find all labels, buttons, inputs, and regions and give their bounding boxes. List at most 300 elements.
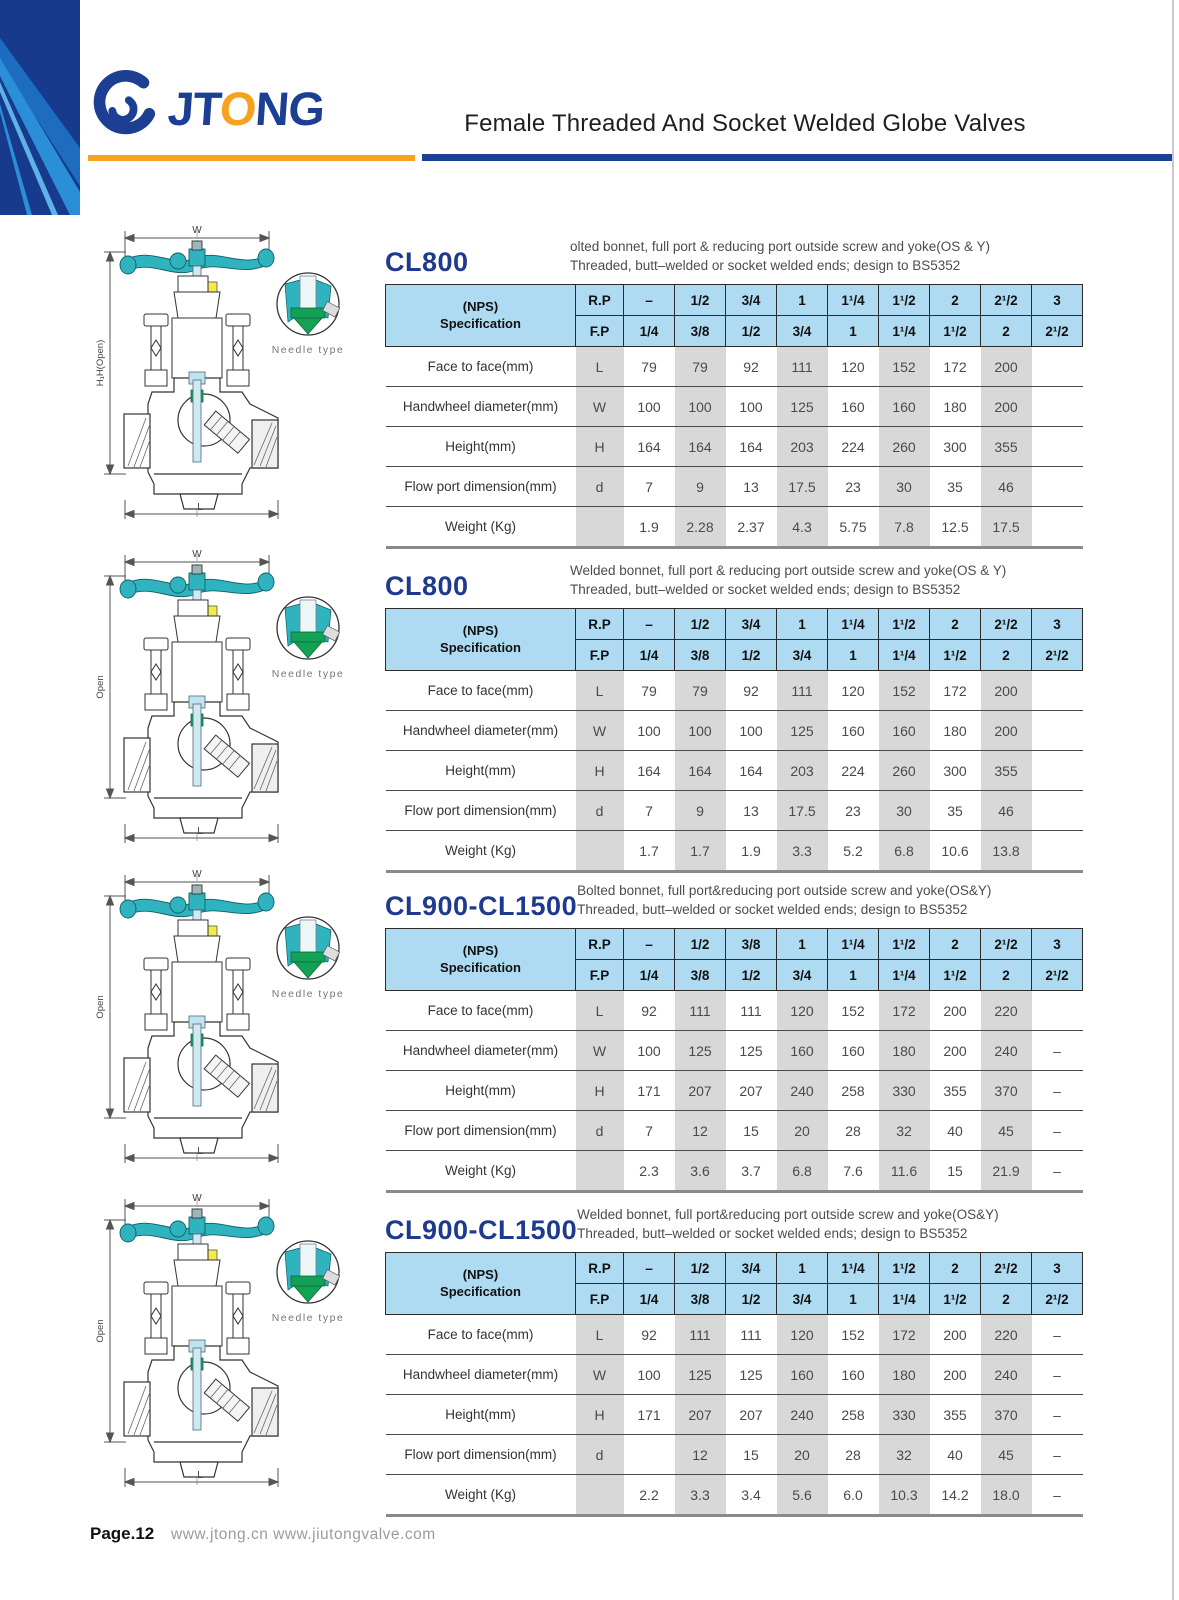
size-header-cell: 1¹/4 <box>828 1253 879 1284</box>
model-title: CL800 <box>385 571 469 601</box>
value-cell: 125 <box>726 1031 777 1071</box>
param-symbol <box>576 507 624 548</box>
param-symbol: d <box>576 1435 624 1475</box>
value-cell: 120 <box>828 671 879 711</box>
size-header-cell: 2¹/2 <box>1032 640 1083 671</box>
value-cell: 20 <box>777 1435 828 1475</box>
spec-header-cell <box>386 609 576 671</box>
brand-logo <box>88 68 324 148</box>
value-cell: 172 <box>879 1315 930 1355</box>
size-header-cell: 1¹/4 <box>879 316 930 347</box>
value-cell: 240 <box>777 1395 828 1435</box>
brand-letter: J <box>166 81 195 135</box>
param-symbol: W <box>576 711 624 751</box>
value-cell: 7 <box>624 467 675 507</box>
value-cell: 258 <box>828 1395 879 1435</box>
value-cell: 2.3 <box>624 1151 675 1192</box>
value-cell: 2.2 <box>624 1475 675 1516</box>
page-footer <box>90 1524 436 1544</box>
needle-caption: Needle type <box>271 1312 345 1324</box>
size-header-cell: 1¹/4 <box>879 640 930 671</box>
value-cell: 160 <box>879 387 930 427</box>
table-row <box>386 711 1083 751</box>
value-cell: 207 <box>675 1395 726 1435</box>
value-cell: 28 <box>828 1111 879 1151</box>
value-cell: 200 <box>981 711 1032 751</box>
value-cell: 355 <box>930 1395 981 1435</box>
section-description <box>570 561 1082 600</box>
fp-label-cell: F.P <box>576 640 624 671</box>
needle-inset <box>272 597 345 680</box>
param-symbol <box>576 1151 624 1192</box>
row-label: Height(mm) <box>386 1395 576 1435</box>
value-cell: 111 <box>675 1315 726 1355</box>
value-cell: 79 <box>624 347 675 387</box>
valve-diagram <box>92 546 347 853</box>
value-cell: – <box>1032 1435 1083 1475</box>
size-header-cell: 1¹/4 <box>879 960 930 991</box>
size-header-cell: 3 <box>1032 1253 1083 1284</box>
size-header-cell: 1¹/2 <box>879 1253 930 1284</box>
value-cell: 152 <box>828 1315 879 1355</box>
section-description <box>570 237 1082 276</box>
value-cell: 160 <box>828 711 879 751</box>
value-cell: 9 <box>675 791 726 831</box>
value-cell: 13.8 <box>981 831 1032 872</box>
value-cell: 330 <box>879 1071 930 1111</box>
fp-label-cell: F.P <box>576 316 624 347</box>
value-cell <box>1032 427 1083 467</box>
value-cell: 100 <box>675 387 726 427</box>
value-cell: 3.7 <box>726 1151 777 1192</box>
size-header-cell: 1 <box>777 285 828 316</box>
table-body <box>386 671 1083 872</box>
size-header-cell: 3/8 <box>675 316 726 347</box>
value-cell: 12 <box>675 1111 726 1151</box>
stem-lower <box>193 1024 201 1106</box>
table-header-row <box>386 1253 1083 1284</box>
table-row <box>386 1071 1083 1111</box>
row-label: Height(mm) <box>386 1071 576 1111</box>
row-label: Weight (Kg) <box>386 1475 576 1516</box>
value-cell: 207 <box>675 1071 726 1111</box>
value-cell: 207 <box>726 1395 777 1435</box>
value-cell: 1.9 <box>726 831 777 872</box>
size-header-cell: 2 <box>930 929 981 960</box>
value-cell: 300 <box>930 751 981 791</box>
value-cell: 100 <box>624 1031 675 1071</box>
value-cell: 171 <box>624 1395 675 1435</box>
param-symbol: W <box>576 387 624 427</box>
spec-line-1: (NPS) <box>462 622 499 638</box>
size-header-cell: – <box>624 929 675 960</box>
description-line-1: Bolted bonnet, full port&reducing port outside screw and yoke(OS&Y) <box>577 882 992 898</box>
spec-line-2: Specification <box>440 315 521 331</box>
size-header-cell: 3/4 <box>726 609 777 640</box>
size-header-cell: 2¹/2 <box>981 1253 1032 1284</box>
size-header-cell: 3/8 <box>675 960 726 991</box>
row-label: Face to face(mm) <box>386 671 576 711</box>
size-header-cell: 1¹/2 <box>879 609 930 640</box>
value-cell: 260 <box>879 427 930 467</box>
value-cell: 35 <box>930 791 981 831</box>
value-cell: 172 <box>879 991 930 1031</box>
valve-diagram <box>92 866 347 1173</box>
value-cell: 3.3 <box>675 1475 726 1516</box>
needle-caption: Needle type <box>271 988 345 1000</box>
value-cell: 15 <box>726 1111 777 1151</box>
param-symbol: H <box>576 1395 624 1435</box>
dim-l-label: L <box>197 1146 203 1157</box>
size-header-cell: 1/2 <box>726 316 777 347</box>
value-cell: 240 <box>981 1355 1032 1395</box>
value-cell: 6.0 <box>828 1475 879 1516</box>
value-cell: 6.8 <box>879 831 930 872</box>
size-header-cell: 1 <box>828 1284 879 1315</box>
size-header-cell: 3/4 <box>726 1253 777 1284</box>
size-header-cell: 1¹/2 <box>879 929 930 960</box>
spec-table-block <box>385 228 1082 549</box>
dim-l-label: L <box>197 826 203 837</box>
size-header-cell: 1/2 <box>726 640 777 671</box>
value-cell: 125 <box>675 1355 726 1395</box>
spec-line-1: (NPS) <box>462 942 499 958</box>
table-header-row <box>386 285 1083 316</box>
value-cell: 13 <box>726 467 777 507</box>
param-symbol: d <box>576 791 624 831</box>
dimension-l <box>125 500 278 519</box>
valve-section <box>0 866 1179 1182</box>
table-body <box>386 991 1083 1192</box>
value-cell: 92 <box>726 347 777 387</box>
size-header-cell: 3/4 <box>777 316 828 347</box>
value-cell: 160 <box>777 1031 828 1071</box>
value-cell <box>1032 711 1083 751</box>
dimension-l <box>125 1144 278 1163</box>
value-cell: 10.3 <box>879 1475 930 1516</box>
size-header-cell: 1/2 <box>726 960 777 991</box>
section-title-row <box>385 1196 1082 1246</box>
value-cell: 2.37 <box>726 507 777 548</box>
value-cell: 79 <box>675 347 726 387</box>
website-urls: www.jtong.cn www.jiutongvalve.com <box>171 1526 436 1543</box>
value-cell: 3.4 <box>726 1475 777 1516</box>
logo-emblem-icon <box>88 68 160 148</box>
size-header-cell: 2 <box>930 285 981 316</box>
param-symbol: W <box>576 1031 624 1071</box>
value-cell: 172 <box>930 347 981 387</box>
size-header-cell: 1 <box>777 929 828 960</box>
value-cell: 46 <box>981 791 1032 831</box>
value-cell: 240 <box>777 1071 828 1111</box>
value-cell: 30 <box>879 467 930 507</box>
value-cell: 1.9 <box>624 507 675 548</box>
size-header-cell: 2 <box>930 609 981 640</box>
value-cell: 120 <box>777 991 828 1031</box>
row-label: Face to face(mm) <box>386 1315 576 1355</box>
brand-letter-o: O <box>218 81 258 135</box>
value-cell: 92 <box>726 671 777 711</box>
param-symbol: d <box>576 467 624 507</box>
table-row <box>386 387 1083 427</box>
size-header-cell: 1/4 <box>624 1284 675 1315</box>
spec-table-block <box>385 1196 1082 1517</box>
row-label: Flow port dimension(mm) <box>386 467 576 507</box>
param-symbol: W <box>576 1355 624 1395</box>
size-header-cell: 1¹/2 <box>930 640 981 671</box>
row-label: Handwheel diameter(mm) <box>386 387 576 427</box>
table-row <box>386 1435 1083 1475</box>
spec-header-cell <box>386 929 576 991</box>
dimension-h <box>95 252 126 474</box>
param-symbol: H <box>576 751 624 791</box>
dim-l-label: L <box>197 1470 203 1481</box>
size-header-cell: 3/4 <box>726 285 777 316</box>
value-cell: 224 <box>828 751 879 791</box>
value-cell: – <box>1032 1395 1083 1435</box>
spec-line-2: Specification <box>440 959 521 975</box>
value-cell: 220 <box>981 991 1032 1031</box>
row-label: Flow port dimension(mm) <box>386 1435 576 1475</box>
table-row <box>386 467 1083 507</box>
value-cell: 1.7 <box>624 831 675 872</box>
size-header-cell: 1/4 <box>624 960 675 991</box>
table-row <box>386 791 1083 831</box>
model-title: CL900-CL1500 <box>385 891 578 921</box>
spec-line-2: Specification <box>440 1283 521 1299</box>
value-cell: 164 <box>726 427 777 467</box>
value-cell: 20 <box>777 1111 828 1151</box>
value-cell: 7 <box>624 791 675 831</box>
size-header-cell: 2¹/2 <box>1032 1284 1083 1315</box>
value-cell: 203 <box>777 751 828 791</box>
value-cell: 370 <box>981 1071 1032 1111</box>
value-cell: 100 <box>726 711 777 751</box>
row-label: Weight (Kg) <box>386 1151 576 1192</box>
size-header-cell: 1¹/4 <box>828 929 879 960</box>
size-header-cell: 2 <box>930 1253 981 1284</box>
value-cell <box>624 1435 675 1475</box>
table-row <box>386 1151 1083 1192</box>
value-cell: 160 <box>828 1355 879 1395</box>
rp-label-cell: R.P <box>576 1253 624 1284</box>
row-label: Handwheel diameter(mm) <box>386 711 576 751</box>
size-header-cell: 1/2 <box>675 1253 726 1284</box>
value-cell: 224 <box>828 427 879 467</box>
value-cell: 2.28 <box>675 507 726 548</box>
spec-table-block <box>385 872 1082 1193</box>
value-cell: 111 <box>726 1315 777 1355</box>
value-cell: 370 <box>981 1395 1032 1435</box>
size-header-cell: 1/2 <box>675 609 726 640</box>
param-symbol: L <box>576 671 624 711</box>
size-header-cell: 1 <box>777 1253 828 1284</box>
value-cell: 164 <box>675 751 726 791</box>
value-cell: 125 <box>777 387 828 427</box>
size-header-cell: 2 <box>981 1284 1032 1315</box>
spec-table <box>385 284 1083 549</box>
description-line-2: Threaded, butt–welded or socket welded ends; design to BS5352 <box>570 582 961 598</box>
section-description <box>577 881 1082 920</box>
param-symbol: L <box>576 991 624 1031</box>
spec-line-1: (NPS) <box>462 298 499 314</box>
size-header-cell: 1¹/2 <box>930 960 981 991</box>
size-header-cell: 2¹/2 <box>1032 316 1083 347</box>
value-cell: 7.8 <box>879 507 930 548</box>
dim-w-label: W <box>192 1193 202 1204</box>
needle-inset <box>272 917 345 1000</box>
value-cell: 1.7 <box>675 831 726 872</box>
description-line-2: Threaded, butt–welded or socket welded ends; design to BS5352 <box>570 258 961 274</box>
valve-diagram <box>92 222 347 529</box>
row-label: Face to face(mm) <box>386 991 576 1031</box>
dim-h-label: Open <box>95 995 106 1019</box>
value-cell: 100 <box>624 1355 675 1395</box>
value-cell: 200 <box>930 1315 981 1355</box>
valve-diagram <box>92 1190 347 1497</box>
model-title: CL800 <box>385 247 469 277</box>
value-cell: 200 <box>930 1031 981 1071</box>
size-header-cell: 1¹/4 <box>879 1284 930 1315</box>
dim-l-label: L <box>197 502 203 513</box>
size-header-cell: 3/4 <box>777 960 828 991</box>
row-label: Height(mm) <box>386 751 576 791</box>
brand-letter: T <box>191 81 222 135</box>
value-cell: 330 <box>879 1395 930 1435</box>
spec-header-cell <box>386 1253 576 1315</box>
value-cell <box>1032 387 1083 427</box>
row-label: Flow port dimension(mm) <box>386 791 576 831</box>
fp-label-cell: F.P <box>576 960 624 991</box>
size-header-cell: 3 <box>1032 609 1083 640</box>
description-line-1: Welded bonnet, full port&reducing port outside screw and yoke(OS&Y) <box>577 1206 999 1222</box>
value-cell: 32 <box>879 1435 930 1475</box>
page-title: Female Threaded And Socket Welded Globe Valves <box>464 110 1026 137</box>
value-cell: 35 <box>930 467 981 507</box>
value-cell: 355 <box>981 427 1032 467</box>
value-cell: 164 <box>624 427 675 467</box>
value-cell: 152 <box>879 347 930 387</box>
value-cell: 100 <box>624 387 675 427</box>
value-cell: 5.6 <box>777 1475 828 1516</box>
size-header-cell: 2 <box>981 640 1032 671</box>
value-cell: 355 <box>930 1071 981 1111</box>
page-number: Page.12 <box>90 1524 155 1543</box>
value-cell: 12 <box>675 1435 726 1475</box>
size-header-cell: 2 <box>981 960 1032 991</box>
value-cell: 258 <box>828 1071 879 1111</box>
size-header-cell: 2¹/2 <box>981 285 1032 316</box>
valve-section <box>0 222 1179 538</box>
value-cell: 180 <box>879 1031 930 1071</box>
size-header-cell: 2¹/2 <box>981 929 1032 960</box>
section-title-row <box>385 552 1082 602</box>
value-cell: – <box>1032 1071 1083 1111</box>
row-label: Height(mm) <box>386 427 576 467</box>
value-cell: 23 <box>828 791 879 831</box>
value-cell: 7 <box>624 1111 675 1151</box>
value-cell: 220 <box>981 1315 1032 1355</box>
size-header-cell: 1 <box>828 640 879 671</box>
value-cell: – <box>1032 1151 1083 1192</box>
value-cell <box>1032 467 1083 507</box>
value-cell: 5.2 <box>828 831 879 872</box>
value-cell: 171 <box>624 1071 675 1111</box>
value-cell: 11.6 <box>879 1151 930 1192</box>
brand-letter: N <box>253 81 291 135</box>
value-cell: 355 <box>981 751 1032 791</box>
value-cell: 17.5 <box>777 467 828 507</box>
value-cell: 79 <box>624 671 675 711</box>
value-cell: 180 <box>930 387 981 427</box>
section-description <box>577 1205 1082 1244</box>
value-cell: 28 <box>828 1435 879 1475</box>
value-cell: 125 <box>777 711 828 751</box>
description-line-1: olted bonnet, full port & reducing port outside screw and yoke(OS & Y) <box>570 238 990 254</box>
dim-w-label: W <box>192 869 202 880</box>
size-header-cell: 1/2 <box>726 1284 777 1315</box>
model-title: CL900-CL1500 <box>385 1215 578 1245</box>
table-row <box>386 427 1083 467</box>
value-cell: 6.8 <box>777 1151 828 1192</box>
dimension-l <box>125 1468 278 1487</box>
spec-table <box>385 928 1083 1193</box>
value-cell: 111 <box>777 347 828 387</box>
param-symbol: H <box>576 427 624 467</box>
valve-section <box>0 546 1179 862</box>
row-label: Weight (Kg) <box>386 831 576 872</box>
orange-rule <box>88 155 415 161</box>
table-body <box>386 1315 1083 1516</box>
value-cell: 160 <box>777 1355 828 1395</box>
size-header-cell: – <box>624 285 675 316</box>
table-header-row <box>386 929 1083 960</box>
size-header-cell: – <box>624 1253 675 1284</box>
value-cell: 180 <box>930 711 981 751</box>
value-cell: 17.5 <box>777 791 828 831</box>
dimension-h <box>95 1220 126 1442</box>
value-cell: 18.0 <box>981 1475 1032 1516</box>
param-symbol: d <box>576 1111 624 1151</box>
value-cell: 125 <box>726 1355 777 1395</box>
value-cell: 100 <box>726 387 777 427</box>
value-cell: 172 <box>930 671 981 711</box>
table-row <box>386 991 1083 1031</box>
dim-h-label: Open <box>95 675 106 699</box>
value-cell: 100 <box>624 711 675 751</box>
table-header-row <box>386 609 1083 640</box>
value-cell: 3.3 <box>777 831 828 872</box>
value-cell: 21.9 <box>981 1151 1032 1192</box>
dimension-l <box>125 824 278 843</box>
value-cell: 203 <box>777 427 828 467</box>
stem-lower <box>193 380 201 462</box>
value-cell: 5.75 <box>828 507 879 548</box>
table-row <box>386 1355 1083 1395</box>
value-cell: 200 <box>981 387 1032 427</box>
value-cell: 46 <box>981 467 1032 507</box>
value-cell: 23 <box>828 467 879 507</box>
value-cell: 100 <box>675 711 726 751</box>
size-header-cell: 1¹/2 <box>879 285 930 316</box>
size-header-cell: 1/2 <box>675 929 726 960</box>
value-cell: 125 <box>675 1031 726 1071</box>
dim-w-label: W <box>192 225 202 236</box>
row-label: Handwheel diameter(mm) <box>386 1031 576 1071</box>
stem-lower <box>193 704 201 786</box>
description-line-2: Threaded, butt–welded or socket welded ends; design to BS5352 <box>577 902 968 918</box>
param-symbol: L <box>576 347 624 387</box>
